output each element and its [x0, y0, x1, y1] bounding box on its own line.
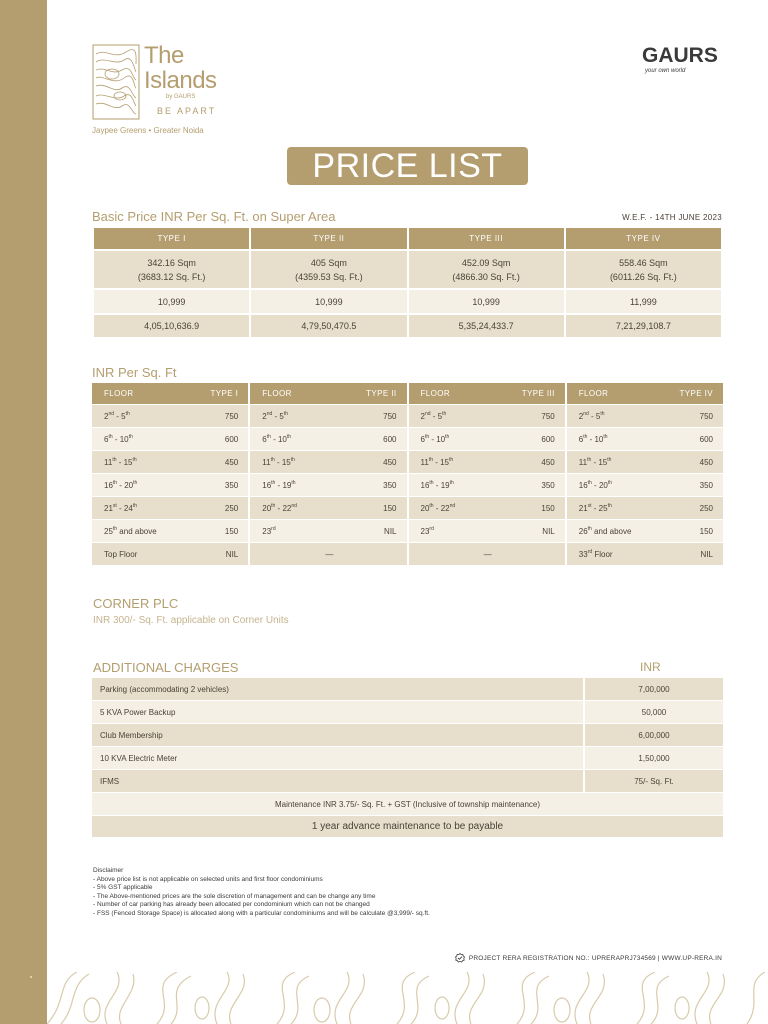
ordinal-suffix: st	[587, 503, 592, 509]
charge-row	[92, 747, 723, 769]
additional-charges-heading: ADDITIONAL CHARGES	[93, 660, 239, 675]
charge-label: IFMS	[92, 770, 583, 792]
floor-end: 15	[123, 458, 133, 467]
floor-start: 11	[578, 458, 588, 467]
floor-range	[104, 550, 137, 559]
floor-range	[579, 457, 612, 467]
ordinal-suffix: th	[429, 503, 434, 509]
disclaimer-item: - 5% GST applicable	[93, 884, 153, 892]
floor-start: 16	[578, 481, 588, 490]
ordinal-suffix: th	[607, 503, 612, 509]
corner-plc-text: INR 300/- Sq. Ft. applicable on Corner Units	[93, 615, 289, 626]
ordinal-suffix: th	[132, 503, 137, 509]
ordinal-suffix: rd	[271, 526, 276, 532]
floor-range	[579, 549, 613, 559]
floor-range	[104, 503, 137, 513]
floor-start: 2	[104, 412, 109, 421]
brand-tagline: your own world	[645, 68, 686, 74]
plc-row	[92, 474, 248, 496]
plc-value: NIL	[225, 549, 239, 559]
ordinal-suffix: rd	[587, 549, 593, 555]
charge-value: 1,50,000	[585, 747, 723, 769]
area-cell	[94, 251, 249, 288]
plc-row	[92, 428, 248, 450]
floor-end: 10	[436, 435, 446, 444]
range-separator: -	[275, 504, 283, 513]
floor-range	[104, 480, 137, 490]
range-separator: -	[432, 458, 441, 467]
floor-start: 25	[104, 527, 113, 536]
charge-value: 75/- Sq. Ft.	[585, 770, 723, 792]
ordinal-suffix: nd	[266, 411, 273, 417]
ordinal-suffix: nd	[424, 411, 431, 417]
range-separator: -	[274, 458, 282, 467]
plc-row	[92, 520, 248, 542]
disclaimer-title: Disclaimer	[93, 867, 124, 874]
floor-range	[104, 411, 130, 421]
range-separator: -	[112, 435, 120, 444]
plc-row	[409, 474, 565, 496]
disclaimer-item: - Above price list is not applicable on selected units and first floor condominiums	[93, 875, 323, 883]
floor-suffix-text: and above	[591, 527, 632, 536]
floor-start: 21	[578, 504, 588, 513]
plc-row	[567, 451, 723, 473]
charge-label: 10 KVA Electric Meter	[92, 747, 583, 769]
ordinal-suffix: th	[587, 480, 592, 486]
ordinal-suffix: th	[587, 526, 592, 532]
charge-value: 6,00,000	[585, 724, 723, 746]
floor-end: 20	[124, 481, 134, 490]
plc-row	[250, 520, 406, 542]
plc-column	[567, 383, 723, 565]
floor-end: 20	[598, 481, 608, 490]
floor-start: 6	[104, 435, 109, 444]
ordinal-suffix: th	[283, 411, 288, 417]
ordinal-suffix: th	[112, 457, 117, 463]
range-separator: -	[433, 504, 441, 513]
range-separator: -	[272, 412, 280, 421]
floor-start: 16	[420, 481, 430, 490]
maintenance-note: Maintenance INR 3.75/- Sq. Ft. + GST (Inclusive of township maintenance)	[92, 793, 723, 815]
floor-end: 19	[440, 481, 450, 490]
ordinal-suffix: th	[112, 480, 118, 486]
plc-value: 600	[699, 434, 713, 444]
contour-logo-icon	[92, 44, 140, 120]
range-separator: -	[430, 412, 438, 421]
plc-value: 350	[383, 480, 397, 490]
gaurs-logo	[642, 44, 726, 84]
area-sqft: (3683.12 Sq. Ft.)	[137, 271, 206, 282]
plc-row	[409, 451, 565, 473]
range-separator: -	[429, 435, 437, 444]
advance-maintenance-note: 1 year advance maintenance to be payable	[92, 816, 723, 837]
floor-end: 22	[440, 504, 450, 513]
ordinal-suffix: th	[271, 503, 276, 509]
floor-suffix-text: Floor	[592, 550, 613, 559]
rate-cell: 11,999	[566, 290, 721, 313]
charge-row	[92, 724, 723, 746]
floor-range	[421, 526, 434, 536]
plc-column-header	[567, 383, 723, 404]
floor-range	[262, 434, 291, 444]
plc-row	[409, 405, 565, 427]
range-separator: -	[591, 481, 599, 490]
basic-price-table	[92, 228, 723, 337]
floor-end: 10	[594, 435, 604, 444]
wef-date: W.E.F. - 14TH JUNE 2023	[622, 213, 722, 222]
plc-row	[250, 405, 406, 427]
charge-label: 5 KVA Power Backup	[92, 701, 583, 723]
floor-end: 15	[598, 458, 608, 467]
disclaimer	[93, 867, 430, 919]
logo-word-islands: Islands	[144, 67, 217, 94]
plc-heading: INR Per Sq. Ft	[92, 365, 177, 380]
ordinal-suffix: th	[133, 480, 138, 486]
plc-value: 750	[224, 411, 239, 421]
plc-value: 350	[699, 480, 713, 490]
ordinal-suffix: th	[128, 434, 133, 440]
logo-by: by GAURS	[166, 94, 196, 100]
charge-label: Club Membership	[92, 724, 583, 746]
plc-value: 450	[699, 457, 713, 467]
plc-row	[92, 405, 248, 427]
basic-price-heading: Basic Price INR Per Sq. Ft. on Super Area	[92, 209, 336, 224]
floor-header: FLOOR	[104, 389, 134, 398]
plc-column-header	[409, 383, 565, 404]
plc-column	[92, 383, 248, 565]
range-separator: -	[117, 481, 125, 490]
additional-charges-table	[92, 678, 723, 838]
range-separator: -	[116, 458, 124, 467]
ordinal-suffix: th	[112, 526, 118, 532]
charge-row	[92, 770, 723, 792]
ordinal-suffix: th	[424, 434, 430, 440]
inr-column-heading: INR	[640, 660, 661, 674]
plc-value: 150	[699, 526, 713, 536]
ordinal-suffix: th	[286, 434, 292, 440]
plc-row	[409, 520, 565, 542]
charge-value: 7,00,000	[585, 678, 723, 700]
floor-suffix-text: and above	[117, 527, 157, 536]
floor-end: 15	[440, 458, 449, 467]
plc-row	[92, 543, 248, 565]
plc-value: 750	[541, 411, 555, 421]
area-cell	[409, 251, 564, 288]
decorative-footer-pattern	[47, 972, 768, 1024]
ordinal-suffix: rd	[429, 526, 434, 532]
empty-dash: —	[483, 549, 492, 559]
ordinal-suffix: th	[587, 457, 592, 463]
range-separator: -	[588, 412, 596, 421]
ordinal-suffix: th	[291, 480, 296, 486]
total-cell: 4,79,50,470.5	[251, 315, 406, 337]
ordinal-suffix: th	[429, 480, 434, 486]
type-header: TYPE III	[409, 228, 564, 249]
floor-start: 6	[420, 435, 425, 444]
plc-value: 150	[224, 526, 239, 536]
floor-start: 20	[420, 504, 430, 513]
ordinal-suffix: th	[603, 434, 608, 440]
floor-end: 25	[598, 504, 608, 513]
plc-row	[92, 497, 248, 519]
type-header: TYPE III	[521, 389, 555, 398]
plc-value: 600	[224, 434, 239, 444]
plc-value: NIL	[700, 549, 713, 559]
disclaimer-item: - FSS (Fenced Storage Space) is allocated along with a particular condominiums and will be calculate @3,999/- sq.ft.	[93, 909, 430, 917]
plc-value: 250	[699, 503, 713, 513]
floor-header: FLOOR	[420, 389, 451, 398]
floor-start: 6	[578, 435, 584, 444]
plc-column	[250, 383, 406, 565]
plc-row	[567, 543, 723, 565]
ordinal-suffix: th	[442, 411, 447, 417]
ordinal-suffix: th	[607, 480, 613, 486]
range-separator: -	[591, 504, 599, 513]
logo-word-the: The	[144, 42, 184, 69]
ordinal-suffix: th	[583, 434, 588, 440]
plc-column-header	[92, 383, 248, 404]
range-separator: -	[116, 504, 124, 513]
area-sqm: 342.16 Sqm	[147, 257, 196, 268]
ordinal-suffix: th	[600, 411, 605, 417]
plc-row	[409, 428, 565, 450]
range-separator: -	[114, 412, 122, 421]
charge-label: Parking (accommodating 2 vehicles)	[92, 678, 583, 700]
floor-range	[262, 411, 288, 421]
plc-value: 350	[541, 480, 555, 490]
plc-row	[567, 497, 723, 519]
plc-value: 450	[224, 457, 239, 467]
floor-range	[262, 526, 275, 536]
page-title: PRICE LIST	[287, 147, 528, 185]
floor-start: 20	[262, 504, 272, 513]
floor-header: FLOOR	[262, 389, 292, 398]
floor-start: 33	[578, 550, 588, 559]
floor-range	[421, 411, 447, 421]
floor-range	[104, 526, 157, 536]
plc-row	[250, 543, 406, 565]
disclaimer-item: - Number of car parking has already been allocated per condominium which can not be changed	[93, 901, 370, 909]
floor-start: 21	[104, 504, 113, 513]
plc-row	[409, 497, 565, 519]
floor-start: 11	[104, 458, 113, 467]
type-header: TYPE IV	[679, 389, 713, 398]
ordinal-suffix: th	[266, 434, 271, 440]
verified-badge-icon	[455, 953, 465, 963]
floor-start: 6	[262, 435, 267, 444]
ordinal-suffix: th	[445, 434, 450, 440]
rera-text: PROJECT RERA REGISTRATION NO.: UPRERAPRJ734569 | WWW.UP-RERA.IN	[468, 954, 722, 962]
range-separator: -	[275, 481, 283, 490]
plc-row	[250, 428, 406, 450]
type-header: TYPE II	[251, 228, 406, 249]
range-separator: -	[591, 458, 599, 467]
plc-value: 150	[383, 503, 397, 513]
area-cell	[566, 251, 721, 288]
ordinal-suffix: th	[290, 457, 295, 463]
plc-column-header	[250, 383, 406, 404]
floor-start: Top Floor	[104, 549, 138, 559]
floor-header: FLOOR	[578, 389, 609, 398]
plc-row	[567, 520, 723, 542]
plc-value: NIL	[384, 526, 397, 536]
area-sqft: (4359.53 Sq. Ft.)	[295, 271, 363, 282]
floor-end: 10	[119, 435, 129, 444]
side-dot	[30, 976, 32, 978]
disclaimer-item: - The Above-mentioned prices are the sole discretion of management and can be change any time	[93, 892, 376, 900]
ordinal-suffix: nd	[108, 411, 115, 417]
plc-row	[92, 451, 248, 473]
floor-range	[579, 434, 608, 444]
ordinal-suffix: nd	[291, 503, 297, 509]
rate-cell: 10,999	[94, 290, 249, 313]
ordinal-suffix: th	[125, 411, 130, 417]
plc-row	[250, 474, 406, 496]
floor-end: 19	[282, 481, 292, 490]
plc-row	[250, 497, 406, 519]
floor-start: 26	[578, 527, 588, 536]
logo-location: Jaypee Greens • Greater Noida	[92, 126, 204, 135]
floor-range	[579, 411, 605, 421]
ordinal-suffix: th	[449, 480, 454, 486]
floor-start: 16	[262, 481, 272, 490]
logo-tagline: BE APART	[157, 106, 217, 116]
plc-column	[409, 383, 565, 565]
floor-range	[421, 503, 456, 513]
charge-row	[92, 701, 723, 723]
plc-row	[409, 543, 565, 565]
plc-row	[250, 451, 406, 473]
plc-value: 350	[224, 480, 239, 490]
plc-value: 600	[541, 434, 555, 444]
floor-range	[579, 503, 612, 513]
ordinal-suffix: th	[607, 457, 612, 463]
range-separator: -	[270, 435, 278, 444]
rera-registration	[455, 953, 722, 963]
type-header: TYPE IV	[566, 228, 721, 249]
floor-range	[104, 457, 137, 467]
total-cell: 5,35,24,433.7	[409, 315, 564, 337]
ordinal-suffix: nd	[449, 503, 456, 509]
plc-value: 450	[541, 457, 555, 467]
range-separator: -	[587, 435, 595, 444]
ordinal-suffix: th	[449, 457, 454, 463]
total-cell: 7,21,29,108.7	[566, 315, 721, 337]
floor-range	[579, 526, 632, 536]
plc-row	[567, 474, 723, 496]
type-header: TYPE II	[366, 389, 397, 398]
charge-row	[92, 678, 723, 700]
type-header: TYPE I	[94, 228, 249, 249]
plc-value: 250	[224, 503, 239, 513]
area-sqm: 452.09 Sqm	[461, 257, 511, 268]
area-sqm: 558.46 Sqm	[619, 257, 668, 268]
floor-start: 2	[578, 412, 584, 421]
floor-start: 16	[104, 481, 113, 490]
corner-plc-heading: CORNER PLC	[93, 596, 179, 611]
ordinal-suffix: th	[270, 457, 275, 463]
floor-end: 15	[281, 458, 291, 467]
ordinal-suffix: th	[428, 457, 433, 463]
floor-end: 5	[279, 412, 284, 421]
area-sqm: 405 Sqm	[310, 257, 347, 268]
ordinal-suffix: th	[271, 480, 276, 486]
floor-range	[104, 434, 133, 444]
plc-row	[567, 405, 723, 427]
floor-range	[421, 457, 454, 467]
plc-row	[567, 428, 723, 450]
floor-plc-table	[92, 383, 723, 565]
floor-range	[262, 457, 295, 467]
plc-value: 750	[699, 411, 713, 421]
plc-value: NIL	[542, 526, 555, 536]
ordinal-suffix: th	[108, 434, 113, 440]
floor-end: 5	[437, 412, 443, 421]
charge-value: 50,000	[585, 701, 723, 723]
total-cell: 4,05,10,636.9	[94, 315, 249, 337]
floor-start: 23	[262, 527, 272, 536]
rate-cell: 10,999	[251, 290, 406, 313]
range-separator: -	[433, 481, 441, 490]
floor-range	[262, 503, 297, 513]
ordinal-suffix: nd	[583, 411, 589, 417]
plc-value: 150	[541, 503, 555, 513]
plc-value: 750	[383, 411, 397, 421]
ordinal-suffix: st	[112, 503, 117, 509]
plc-value: 450	[383, 457, 397, 467]
area-cell	[251, 251, 406, 288]
floor-end: 24	[123, 504, 133, 513]
floor-end: 10	[277, 435, 287, 444]
floor-start: 2	[420, 412, 425, 421]
floor-range	[262, 480, 295, 490]
project-logo	[92, 44, 232, 140]
floor-range	[421, 434, 450, 444]
floor-start: 11	[420, 458, 429, 467]
brand-name: GAURS	[642, 44, 718, 67]
floor-range	[421, 480, 454, 490]
floor-start: 2	[262, 412, 267, 421]
floor-end: 5	[595, 412, 601, 421]
type-header: TYPE I	[210, 389, 239, 398]
floor-start: 23	[420, 527, 430, 536]
ordinal-suffix: th	[132, 457, 137, 463]
plc-value: 600	[383, 434, 397, 444]
area-sqft: (4866.30 Sq. Ft.)	[452, 271, 520, 282]
floor-start: 11	[262, 458, 271, 467]
empty-dash: —	[325, 549, 334, 559]
area-sqft: (6011.26 Sq. Ft.)	[609, 271, 677, 282]
floor-end: 22	[282, 504, 292, 513]
rate-cell: 10,999	[409, 290, 564, 313]
floor-range	[579, 480, 612, 490]
floor-end: 5	[121, 412, 126, 421]
side-strip	[0, 0, 47, 1024]
